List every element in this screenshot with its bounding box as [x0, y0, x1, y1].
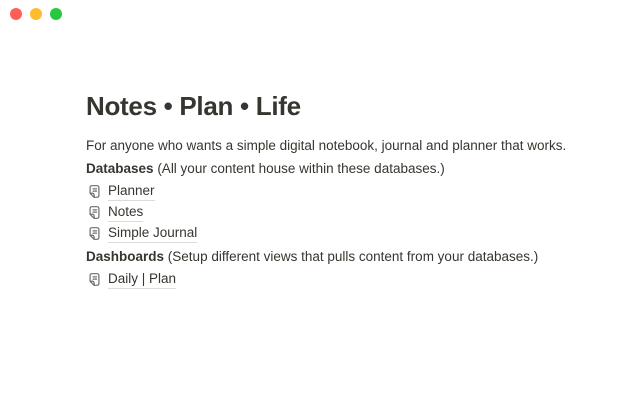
section-label-databases: Databases: [86, 161, 154, 176]
page-document-icon: [86, 272, 102, 288]
section-description-databases: (All your content house within these databases.): [157, 161, 445, 176]
section-heading-dashboards: [86, 246, 580, 267]
zoom-button[interactable]: [50, 8, 62, 20]
page-link-planner[interactable]: [86, 181, 155, 202]
page-link-daily-plan[interactable]: [86, 269, 176, 290]
page-document-icon: [86, 205, 102, 221]
page-link-label: Notes: [108, 203, 143, 222]
page-title: Notes • Plan • Life: [86, 91, 301, 121]
page-link-notes[interactable]: [86, 202, 143, 223]
page-link-label: Simple Journal: [108, 224, 197, 243]
page-document-icon: [86, 184, 102, 200]
page-content: [0, 28, 640, 290]
minimize-button[interactable]: [30, 8, 42, 20]
page-link-simple-journal[interactable]: [86, 223, 197, 244]
page-link-label: Daily | Plan: [108, 270, 176, 289]
section-label-dashboards: Dashboards: [86, 249, 165, 264]
close-button[interactable]: [10, 8, 22, 20]
section-description-dashboards: (Setup different views that pulls content from your databases.): [167, 249, 539, 264]
titlebar: [0, 0, 640, 28]
page-subtitle: For anyone who wants a simple digital notebook, journal and planner that works.: [86, 138, 567, 153]
section-heading-databases: [86, 158, 580, 179]
page-link-label: Planner: [108, 182, 155, 201]
page-document-icon: [86, 226, 102, 242]
